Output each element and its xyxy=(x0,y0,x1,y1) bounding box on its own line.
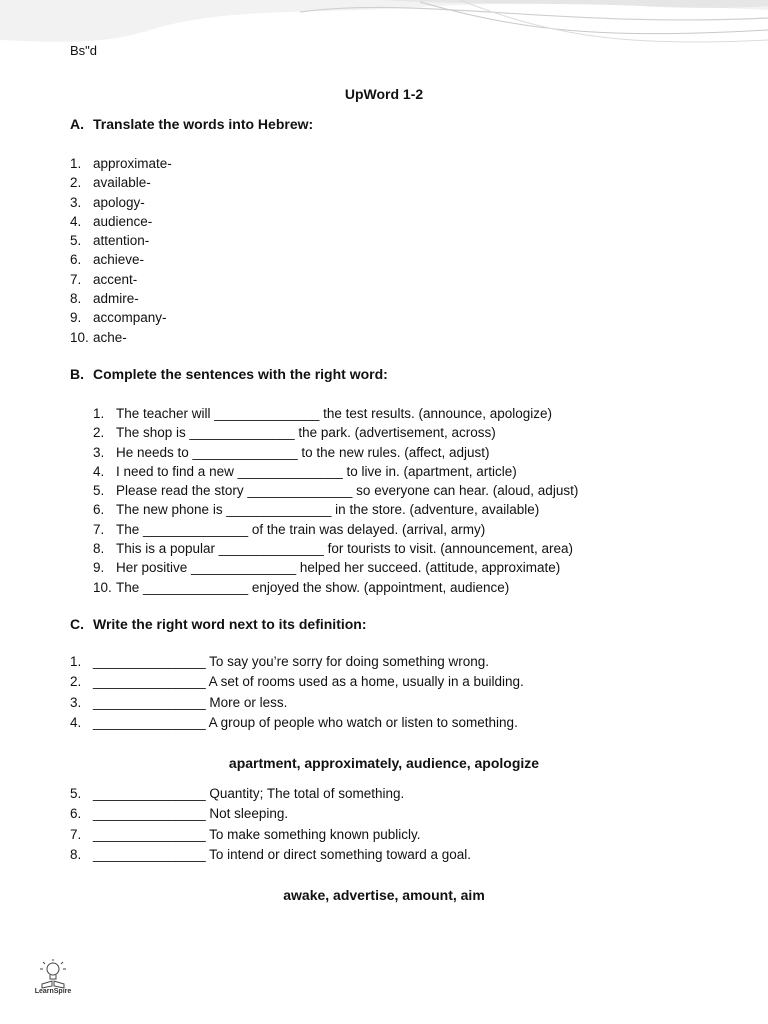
item-text: accompany- xyxy=(93,310,167,326)
item-number: 8. xyxy=(70,846,82,862)
list-item xyxy=(93,578,578,597)
page-title: UpWord 1-2 xyxy=(344,86,424,102)
corner-text: Bs"d xyxy=(70,43,98,58)
item-number: 10. xyxy=(93,579,112,595)
item-text: available- xyxy=(93,175,151,191)
item-number: 5. xyxy=(70,233,82,249)
section-a-heading xyxy=(70,116,313,132)
list-item xyxy=(70,231,172,250)
list-item xyxy=(70,308,172,327)
list-item xyxy=(70,845,471,865)
item-number: 4. xyxy=(70,714,82,730)
list-item xyxy=(70,270,172,289)
item-text: I need to find a new ______________ to live in. (apartment, article) xyxy=(116,463,517,479)
list-item xyxy=(93,539,578,558)
item-number: 10. xyxy=(70,329,89,345)
section-b-letter: B. xyxy=(70,366,84,382)
item-text: He needs to ______________ to the new rules. (affect, adjust) xyxy=(116,444,490,460)
item-text: Please read the story ______________ so everyone can hear. (aloud, adjust) xyxy=(116,483,579,499)
item-text: The shop is ______________ the park. (advertisement, across) xyxy=(116,425,496,441)
section-b-heading xyxy=(70,366,388,382)
section-b-title: Complete the sentences with the right word: xyxy=(93,366,388,382)
list-item xyxy=(70,289,172,308)
item-text: admire- xyxy=(93,291,139,307)
item-number: 2. xyxy=(70,674,82,690)
item-text: _______________ To say you’re sorry for doing something wrong. xyxy=(93,654,490,669)
section-a-letter: A. xyxy=(70,116,84,132)
item-number: 7. xyxy=(70,271,82,287)
item-text: achieve- xyxy=(93,252,145,268)
item-number: 6. xyxy=(70,252,82,268)
item-text: The teacher will ______________ the test results. (announce, apologize) xyxy=(116,406,553,421)
item-text: _______________ Not sleeping. xyxy=(93,806,289,822)
item-text: _______________ A group of people who watch or listen to something. xyxy=(93,714,518,730)
list-item xyxy=(70,250,172,269)
item-number: 2. xyxy=(70,175,82,191)
item-number: 3. xyxy=(93,444,105,460)
item-number: 9. xyxy=(70,310,82,326)
item-number: 3. xyxy=(70,694,82,710)
list-item xyxy=(93,404,578,423)
section-c-title: Write the right word next to its definition: xyxy=(93,616,367,632)
word-bank-2: awake, advertise, amount, aim xyxy=(283,887,485,903)
item-text: Her positive ______________ helped her succeed. (attitude, approximate) xyxy=(116,560,561,576)
item-text: audience- xyxy=(93,213,153,229)
item-number: 2. xyxy=(93,425,105,441)
item-text: _______________ A set of rooms used as a home, usually in a building. xyxy=(93,674,524,690)
item-number: 4. xyxy=(93,463,105,479)
item-text: _______________ Quantity; The total of something. xyxy=(93,786,405,801)
list-item xyxy=(70,193,172,212)
section-c-heading xyxy=(70,616,367,632)
item-text: accent- xyxy=(93,271,138,287)
item-text: The ______________ of the train was delayed. (arrival, army) xyxy=(116,521,486,537)
item-number: 5. xyxy=(93,483,105,499)
list-item xyxy=(70,693,524,713)
header-wave-decoration xyxy=(0,0,768,60)
list-item xyxy=(93,423,578,442)
section-a-list xyxy=(70,154,172,347)
item-number: 6. xyxy=(93,502,105,518)
section-c-letter: C. xyxy=(70,616,84,632)
item-number: 7. xyxy=(70,826,82,842)
list-item xyxy=(70,713,524,733)
item-text: _______________ To intend or direct something toward a goal. xyxy=(93,846,472,862)
list-item xyxy=(93,520,578,539)
item-number: 4. xyxy=(70,213,82,229)
item-text: The new phone is ______________ in the store. (adventure, available) xyxy=(116,502,540,518)
section-a-title: Translate the words into Hebrew: xyxy=(93,116,314,132)
item-text: ache- xyxy=(93,329,127,345)
item-number: 6. xyxy=(70,806,82,822)
item-text: attention- xyxy=(93,233,150,249)
section-c-list-2 xyxy=(70,784,471,865)
item-text: The ______________ enjoyed the show. (appointment, audience) xyxy=(116,579,510,595)
item-number: 5. xyxy=(70,786,82,801)
item-number: 1. xyxy=(93,406,105,421)
item-number: 1. xyxy=(70,156,82,171)
item-number: 9. xyxy=(93,560,105,576)
list-item xyxy=(70,652,524,672)
item-text: apology- xyxy=(93,194,145,210)
list-item xyxy=(93,481,578,500)
list-item xyxy=(70,212,172,231)
list-item xyxy=(70,328,172,347)
item-number: 3. xyxy=(70,194,82,210)
list-item xyxy=(70,672,524,692)
item-text: _______________ More or less. xyxy=(93,694,288,710)
item-text: This is a popular ______________ for tourists to visit. (announcement, area) xyxy=(116,541,574,557)
list-item xyxy=(93,462,578,481)
item-number: 1. xyxy=(70,654,82,669)
list-item xyxy=(70,784,471,804)
word-bank-1: apartment, approximately, audience, apologize xyxy=(228,755,540,771)
item-number: 8. xyxy=(93,541,105,557)
logo-text: LearnSpire xyxy=(34,988,72,995)
list-item xyxy=(70,154,172,173)
list-item xyxy=(70,804,471,824)
list-item xyxy=(70,173,172,192)
item-number: 8. xyxy=(70,291,82,307)
section-c-list-1 xyxy=(70,652,524,733)
section-b-list xyxy=(93,404,578,597)
item-text: _______________ To make something known publicly. xyxy=(93,826,421,842)
item-text: approximate- xyxy=(93,156,172,171)
list-item xyxy=(70,825,471,845)
list-item xyxy=(93,558,578,577)
list-item xyxy=(93,500,578,519)
list-item xyxy=(93,443,578,462)
item-number: 7. xyxy=(93,521,105,537)
